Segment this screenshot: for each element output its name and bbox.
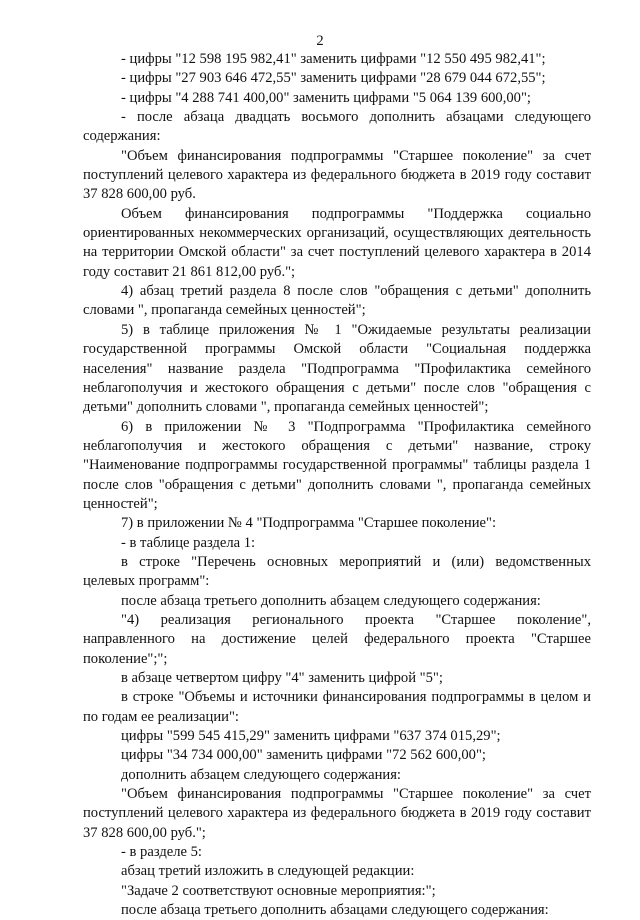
paragraph: Объем финансирования подпрограммы "Поддержка социально ориентированных некоммерческих организаций, осуществляющих деятельность на территории Омской области" за счет поступлений целевого характера в 2014 году составит 21 861 812,00 руб."; xyxy=(83,205,591,280)
paragraph: после абзаца третьего дополнить абзацами следующего содержания: xyxy=(121,902,549,919)
paragraph: "4) реализация регионального проекта "Старшее поколение", направленного на достижение целей федерального проекта "Старшее поколение";"; xyxy=(83,611,591,667)
paragraph: "Объем финансирования подпрограммы "Старшее поколение" за счет поступлений целевого характера из федерального бюджета в 2019 году составит 37 828 600,00 руб. xyxy=(83,147,591,203)
document-body xyxy=(83,50,591,920)
paragraph: в строке "Перечень основных мероприятий и (или) ведомственных целевых программ": xyxy=(83,553,591,590)
page-number: 2 xyxy=(316,33,324,49)
paragraph: - цифры "27 903 646 472,55" заменить цифрами "28 679 044 672,55"; xyxy=(121,70,546,87)
paragraph: - после абзаца двадцать восьмого дополнить абзацами следующего содержания: xyxy=(83,109,591,145)
paragraph: цифры "34 734 000,00" заменить цифрами "72 562 600,00"; xyxy=(121,747,486,764)
paragraph: в строке "Объемы и источники финансирования подпрограммы в целом и по годам ее реализации": xyxy=(83,689,591,725)
paragraph: - в таблице раздела 1: xyxy=(121,534,256,551)
paragraph: в абзаце четвертом цифру "4" заменить цифрой "5"; xyxy=(121,670,443,686)
paragraph: "Задаче 2 соответствуют основные мероприятия:"; xyxy=(121,882,436,899)
paragraph: цифры "599 545 415,29" заменить цифрами "637 374 015,29"; xyxy=(121,728,501,745)
paragraph: 5) в таблице приложения № 1 "Ожидаемые результаты реализации государственной программы Омской области "Социальная поддержка населения" название раздела "Подпрограмма "Профилактика семейного неблагополучия и жестокого обращения с детьми" после слов "обращения с детьми" дополнить словами ", пропаганда семейных ценностей"; xyxy=(83,321,591,416)
paragraph: - цифры "4 288 741 400,00" заменить цифрами "5 064 139 600,00"; xyxy=(121,89,531,106)
paragraph: 7) в приложении № 4 "Подпрограмма "Старшее поколение": xyxy=(121,515,496,532)
paragraph: 4) абзац третий раздела 8 после слов "обращения с детьми" дополнить словами ", пропаганда семейных ценностей"; xyxy=(83,283,591,319)
paragraph: "Объем финансирования подпрограммы "Старшее поколение" за счет поступлений целевого характера из федерального бюджета в 2019 году составит 37 828 600,00 руб."; xyxy=(83,786,591,841)
paragraph: дополнить абзацем следующего содержания: xyxy=(121,766,401,783)
paragraph: - в разделе 5: xyxy=(121,844,202,861)
paragraph: после абзаца третьего дополнить абзацем следующего содержания: xyxy=(121,592,541,609)
paragraph: - цифры "12 598 195 982,41" заменить цифрами "12 550 495 982,41"; xyxy=(121,51,546,67)
paragraph: 6) в приложении № 3 "Подпрограмма "Профилактика семейного неблагополучия и жестокого обращения с детьми" название, строку "Наименование подпрограммы государственной программы" таблицы раздела 1 после слов "обращения с детьми" дополнить словами ", пропаганда семейных ценностей"; xyxy=(83,418,591,512)
paragraph: абзац третий изложить в следующей редакции: xyxy=(121,863,415,880)
